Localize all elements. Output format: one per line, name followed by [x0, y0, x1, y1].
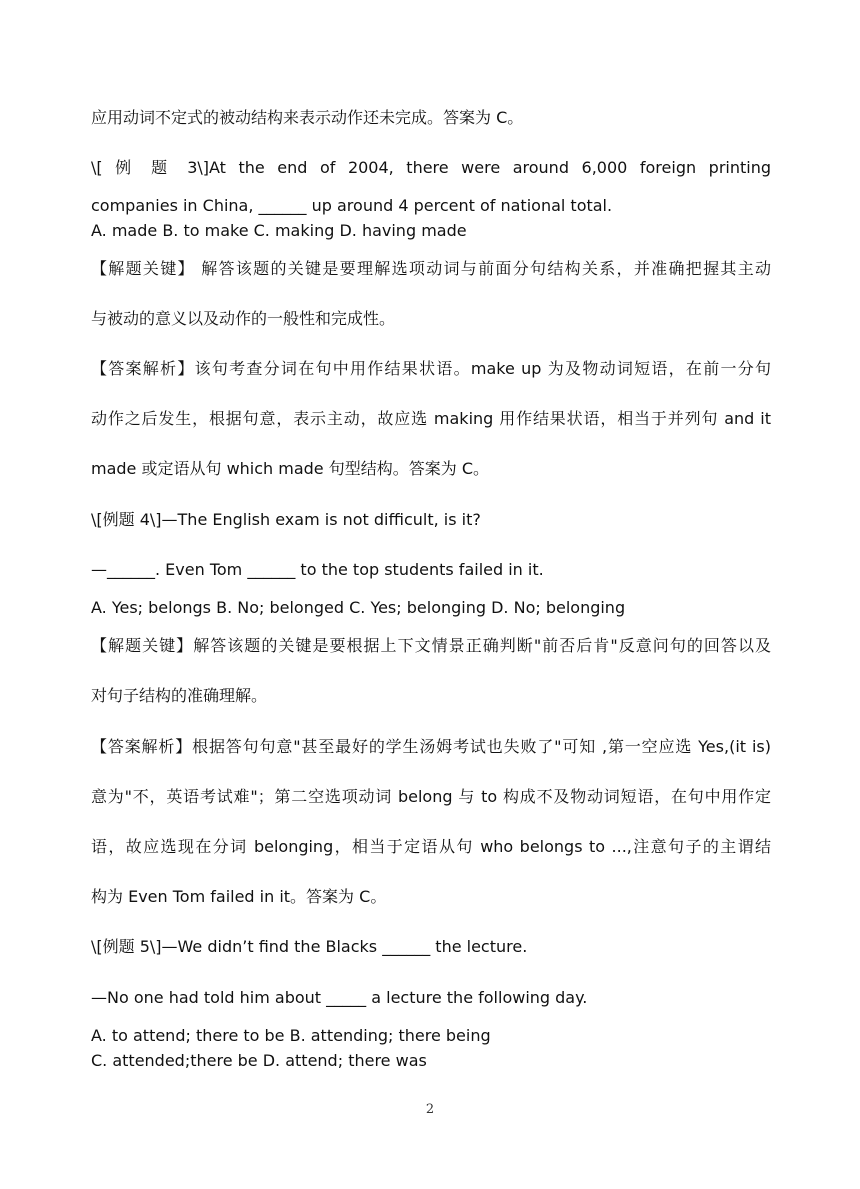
- text-line: 【答案解析】该句考查分词在句中用作结果状语。make up 为及物动词短语，在前一分句: [91, 359, 771, 378]
- question-line: \[例题 5\]—We didn’t find the Blacks ______ the lecture.: [91, 937, 528, 956]
- question-line: \[ 例 题 3\]At the end of 2004, there were around 6,000 foreign printing: [91, 158, 771, 177]
- page-number: 2: [425, 1102, 435, 1117]
- text-line: —______. Even Tom ______ to the top students failed in it.: [91, 560, 544, 579]
- question-line: \[例题 4\]—The English exam is not difficult, is it?: [91, 510, 481, 529]
- text-line: 【解题关键】解答该题的关键是要根据上下文情景正确判断"前否后肯"反意问句的回答以及: [91, 636, 771, 655]
- text-line: companies in China, ______ up around 4 percent of national total.: [91, 196, 613, 215]
- text-line: 构为 Even Tom failed in it。答案为 C。: [91, 887, 387, 906]
- text-line: 【答案解析】根据答句句意"甚至最好的学生汤姆考试也失败了"可知 ,第一空应选 Yes,(it is): [91, 737, 771, 756]
- options-line: A. to attend; there to be B. attending; there being: [91, 1026, 491, 1045]
- text-line: 应用动词不定式的被动结构来表示动作还未完成。答案为 C。: [91, 108, 524, 127]
- options-line: A. made B. to make C. making D. having made: [91, 221, 467, 240]
- options-line: C. attended;there be D. attend; there was: [91, 1051, 427, 1070]
- text-line: 语，故应选现在分词 belonging，相当于定语从句 who belongs to ...,注意句子的主谓结: [91, 837, 771, 856]
- text-line: made 或定语从句 which made 句型结构。答案为 C。: [91, 459, 489, 478]
- options-line: A. Yes; belongs B. No; belonged C. Yes; belonging D. No; belonging: [91, 598, 626, 617]
- text-line: 动作之后发生，根据句意，表示主动，故应选 making 用作结果状语，相当于并列句 and it: [91, 409, 771, 428]
- text-line: 【解题关键】 解答该题的关键是要理解选项动词与前面分句结构关系，并准确把握其主动: [91, 259, 771, 278]
- text-line: 对句子结构的准确理解。: [91, 686, 268, 705]
- text-line: 与被动的意义以及动作的一般性和完成性。: [91, 309, 396, 328]
- text-line: 意为"不，英语考试难"；第二空选项动词 belong 与 to 构成不及物动词短语，在句中用作定: [91, 787, 771, 806]
- text-line: —No one had told him about _____ a lecture the following day.: [91, 988, 588, 1007]
